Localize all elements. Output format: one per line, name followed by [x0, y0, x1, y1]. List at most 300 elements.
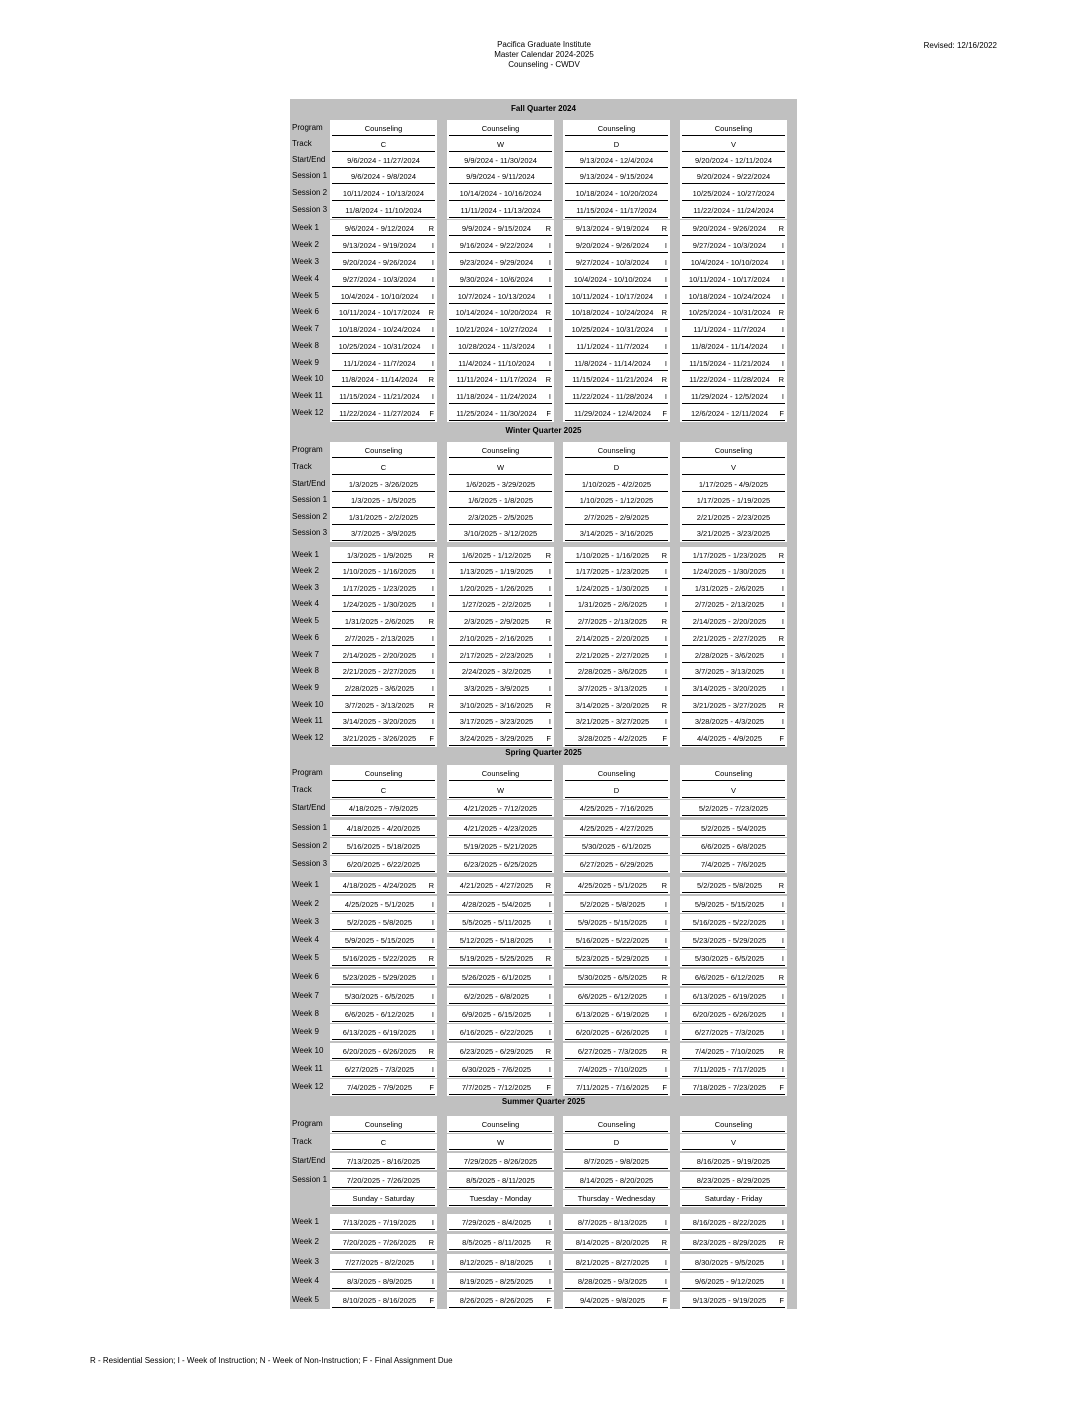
cell-value: 4/28/2025 - 5/4/2025 [461, 900, 532, 909]
week-type-code: I [664, 258, 667, 267]
calendar-cell [330, 596, 437, 613]
cell-value: D [613, 1138, 620, 1147]
week-type-code: I [664, 992, 667, 1001]
calendar-cell [447, 1006, 554, 1023]
cell-value: 6/30/2025 - 7/6/2025 [461, 1065, 532, 1074]
cell-value: 10/18/2024 - 10/24/2024 [688, 292, 771, 301]
cell-value: Counseling [364, 124, 403, 133]
calendar-cell [680, 1043, 787, 1060]
calendar-cell [563, 950, 670, 967]
week-type-code: I [431, 292, 434, 301]
week-type-code: R [778, 308, 784, 317]
calendar-cell [680, 525, 787, 542]
calendar-cell [563, 459, 670, 476]
cell-value: 9/23/2024 - 9/29/2024 [459, 258, 534, 267]
cell-value: V [730, 140, 736, 149]
week-type-code: I [548, 1277, 551, 1286]
cell-underline [449, 728, 552, 729]
cell-value: Counseling [597, 124, 636, 133]
cell-underline [332, 780, 435, 781]
week-type-code: I [431, 275, 434, 284]
cell-underline [565, 1058, 668, 1059]
cell-value: 8/7/2025 - 9/8/2025 [583, 1157, 650, 1166]
cell-value: 9/27/2024 - 10/3/2024 [575, 258, 650, 267]
cell-value: 8/28/2025 - 9/3/2025 [577, 1277, 648, 1286]
calendar-cell [563, 877, 670, 894]
calendar-cell [330, 321, 437, 338]
calendar-cell [330, 730, 437, 747]
calendar-cell [330, 1292, 437, 1309]
calendar-cell [447, 896, 554, 913]
week-type-code: F [429, 1296, 434, 1305]
cell-value: 1/20/2025 - 1/26/2025 [459, 584, 534, 593]
week-type-code: R [428, 1238, 434, 1247]
cell-underline [565, 319, 668, 320]
row-label: Track [292, 462, 312, 471]
cell-underline [449, 217, 552, 218]
cell-underline [449, 1149, 552, 1150]
cell-underline [449, 578, 552, 579]
cell-value: 5/2/2025 - 5/4/2025 [700, 824, 767, 833]
cell-value: D [613, 463, 620, 472]
cell-value: 4/18/2025 - 4/20/2025 [346, 824, 421, 833]
week-type-code: I [664, 342, 667, 351]
cell-value: 3/10/2025 - 3/12/2025 [463, 529, 538, 538]
week-type-code: I [781, 584, 784, 593]
calendar-cell [447, 914, 554, 931]
calendar-cell [330, 152, 437, 169]
cell-value: 9/20/2024 - 9/26/2024 [575, 241, 650, 250]
row-label: Week 4 [292, 1276, 319, 1285]
quarter-title: Winter Quarter 2025 [505, 426, 582, 435]
week-type-code: I [781, 667, 784, 676]
week-type-code: I [548, 1028, 551, 1037]
calendar-cell [680, 547, 787, 564]
cell-underline [682, 628, 785, 629]
cell-underline [449, 1229, 552, 1230]
cell-value: 11/8/2024 - 11/14/2024 [691, 342, 768, 351]
calendar-cell [563, 1292, 670, 1309]
row-label: Week 7 [292, 650, 319, 659]
row-label: Week 5 [292, 291, 319, 300]
cell-underline [449, 780, 552, 781]
calendar-cell [447, 950, 554, 967]
cell-underline [449, 929, 552, 930]
week-type-code: I [431, 717, 434, 726]
cell-underline [332, 200, 435, 201]
week-type-code: R [428, 954, 434, 963]
calendar-cell [680, 476, 787, 493]
cell-underline [449, 1307, 552, 1308]
calendar-cell [563, 969, 670, 986]
calendar-cell [447, 680, 554, 697]
cell-underline [682, 1039, 785, 1040]
calendar-cell [680, 680, 787, 697]
row-label: Start/End [292, 803, 326, 812]
quarter-title: Fall Quarter 2024 [511, 104, 576, 113]
week-type-code: R [428, 551, 434, 560]
calendar-cell [680, 1061, 787, 1078]
cell-value: 5/12/2025 - 5/18/2025 [459, 936, 534, 945]
week-type-code: I [664, 567, 667, 576]
cell-value: 3/21/2025 - 3/27/2025 [575, 717, 650, 726]
cell-underline [565, 871, 668, 872]
calendar-cell [330, 254, 437, 271]
cell-underline [332, 286, 435, 287]
week-type-code: I [431, 359, 434, 368]
calendar-cell [330, 1234, 437, 1251]
cell-underline [682, 1131, 785, 1132]
cell-underline [682, 474, 785, 475]
quarter-title: Spring Quarter 2025 [505, 748, 582, 757]
calendar-cell [563, 185, 670, 202]
row-label: Week 2 [292, 899, 319, 908]
week-type-code: F [429, 409, 434, 418]
cell-value: 1/6/2025 - 1/12/2025 [461, 551, 532, 560]
cell-value: Counseling [597, 446, 636, 455]
cell-underline [332, 835, 435, 836]
week-type-code: I [781, 342, 784, 351]
week-type-code: I [431, 667, 434, 676]
cell-underline [332, 1288, 435, 1289]
calendar-cell [680, 800, 787, 817]
cell-value: 4/25/2025 - 7/16/2025 [579, 804, 654, 813]
calendar-cell [563, 856, 670, 873]
week-type-code: I [664, 1028, 667, 1037]
cell-value: 8/16/2025 - 9/19/2025 [696, 1157, 771, 1166]
cell-value: 11/29/2024 - 12/5/2024 [690, 392, 768, 401]
row-label: Week 6 [292, 307, 319, 316]
cell-value: 2/10/2025 - 2/16/2025 [459, 634, 534, 643]
calendar-cell [680, 1190, 787, 1207]
week-type-code: R [545, 954, 551, 963]
cell-value: 5/30/2025 - 6/5/2025 [694, 954, 765, 963]
week-type-code: R [778, 1238, 784, 1247]
cell-underline [332, 336, 435, 337]
cell-value: 6/27/2025 - 6/29/2025 [579, 860, 654, 869]
cell-underline [332, 1149, 435, 1150]
cell-value: 9/9/2024 - 9/11/2024 [466, 172, 535, 181]
calendar-cell [330, 1006, 437, 1023]
cell-value: 5/2/2025 - 5/8/2025 [696, 881, 763, 890]
week-type-code: I [548, 342, 551, 351]
cell-value: 5/30/2025 - 6/5/2025 [577, 973, 648, 982]
cell-underline [449, 1269, 552, 1270]
cell-value: 6/23/2025 - 6/29/2025 [459, 1047, 534, 1056]
cell-value: 8/19/2025 - 8/25/2025 [459, 1277, 534, 1286]
calendar-cell [680, 563, 787, 580]
calendar-cell [680, 271, 787, 288]
cell-value: 11/8/2024 - 11/14/2024 [574, 359, 651, 368]
calendar-cell [447, 580, 554, 597]
calendar-cell [447, 1254, 554, 1271]
cell-value: 6/20/2025 - 6/26/2025 [342, 1047, 417, 1056]
cell-value: 5/23/2025 - 5/29/2025 [575, 954, 650, 963]
calendar-cell [330, 509, 437, 526]
cell-value: 3/28/2025 - 4/3/2025 [694, 717, 765, 726]
calendar-cell [447, 355, 554, 372]
calendar-cell [447, 492, 554, 509]
cell-underline [682, 965, 785, 966]
row-label: Start/End [292, 479, 326, 488]
calendar-cell [563, 1214, 670, 1231]
week-type-code: I [548, 1258, 551, 1267]
cell-value: 10/25/2024 - 10/31/2024 [688, 308, 771, 317]
calendar-cell [447, 459, 554, 476]
cell-value: C [380, 140, 387, 149]
cell-value: 9/13/2024 - 9/19/2024 [342, 241, 417, 250]
week-type-code: I [781, 617, 784, 626]
calendar-cell [447, 1172, 554, 1189]
cell-value: 8/21/2025 - 8/27/2025 [575, 1258, 650, 1267]
cell-value: 2/28/2025 - 3/6/2025 [694, 651, 765, 660]
cell-underline [565, 200, 668, 201]
cell-value: 9/27/2024 - 10/3/2024 [342, 275, 417, 284]
cell-underline [682, 797, 785, 798]
week-type-code: I [664, 900, 667, 909]
cell-underline [565, 1149, 668, 1150]
week-type-code: I [781, 1277, 784, 1286]
row-label: Session 1 [292, 1175, 328, 1184]
calendar-cell [563, 254, 670, 271]
cell-value: 10/21/2024 - 10/27/2024 [455, 325, 538, 334]
cell-underline [565, 1205, 668, 1206]
cell-underline [682, 728, 785, 729]
cell-underline [449, 1187, 552, 1188]
calendar-cell [330, 525, 437, 542]
cell-value: D [613, 786, 620, 795]
cell-value: 6/20/2025 - 6/26/2025 [692, 1010, 767, 1019]
calendar-cell [680, 613, 787, 630]
calendar-cell [680, 509, 787, 526]
cell-value: 10/11/2024 - 10/17/2024 [688, 275, 771, 284]
row-label: Week 11 [292, 391, 323, 400]
cell-underline [565, 1249, 668, 1250]
cell-underline [449, 403, 552, 404]
cell-value: Counseling [597, 769, 636, 778]
cell-underline [682, 1149, 785, 1150]
cell-value: 5/9/2025 - 5/15/2025 [344, 936, 415, 945]
cell-underline [332, 853, 435, 854]
row-label: Week 10 [292, 700, 324, 709]
cell-value: 6/6/2025 - 6/12/2025 [694, 973, 765, 982]
calendar-cell [447, 1234, 554, 1251]
row-label: Week 10 [292, 1046, 324, 1055]
cell-underline [565, 540, 668, 541]
calendar-cell [680, 202, 787, 219]
week-type-code: R [778, 375, 784, 384]
cell-value: 8/14/2025 - 8/20/2025 [575, 1238, 650, 1247]
cell-underline [565, 695, 668, 696]
cell-underline [449, 235, 552, 236]
calendar-cell [447, 405, 554, 422]
row-label: Week 6 [292, 972, 319, 981]
cell-underline [332, 745, 435, 746]
cell-value: Counseling [481, 446, 520, 455]
cell-value: 8/16/2025 - 8/22/2025 [692, 1218, 767, 1227]
cell-underline [449, 1058, 552, 1059]
cell-underline [332, 1269, 435, 1270]
calendar-cell [330, 136, 437, 153]
calendar-cell [563, 1172, 670, 1189]
cell-value: Counseling [481, 124, 520, 133]
cell-value: 10/7/2024 - 10/13/2024 [457, 292, 536, 301]
calendar-cell [680, 697, 787, 714]
cell-value: 5/30/2025 - 6/1/2025 [581, 842, 652, 851]
week-type-code: R [661, 1238, 667, 1247]
week-type-code: I [781, 1065, 784, 1074]
cell-underline [449, 835, 552, 836]
cell-value: 2/17/2025 - 2/23/2025 [459, 651, 534, 660]
cell-value: 10/11/2024 - 10/13/2024 [342, 189, 425, 198]
cell-value: 2/24/2025 - 3/2/2025 [461, 667, 532, 676]
calendar-cell [330, 663, 437, 680]
calendar-cell [680, 1079, 787, 1096]
cell-underline [565, 235, 668, 236]
cell-value: 11/8/2024 - 11/14/2024 [341, 375, 418, 384]
cell-underline [332, 457, 435, 458]
calendar-cell [330, 492, 437, 509]
cell-value: V [730, 786, 736, 795]
cell-value: Counseling [364, 769, 403, 778]
cell-value: 2/21/2025 - 2/27/2025 [692, 634, 767, 643]
cell-underline [332, 611, 435, 612]
cell-underline [565, 611, 668, 612]
cell-underline [682, 507, 785, 508]
cell-value: W [496, 140, 505, 149]
cell-underline [565, 645, 668, 646]
week-type-code: I [664, 275, 667, 284]
cell-underline [682, 929, 785, 930]
week-type-code: I [781, 954, 784, 963]
cell-value: 11/1/2024 - 11/7/2024 [693, 325, 766, 334]
cell-value: C [380, 463, 387, 472]
week-type-code: I [431, 900, 434, 909]
calendar-cell [330, 442, 437, 459]
cell-underline [332, 929, 435, 930]
cell-value: 2/14/2025 - 2/20/2025 [342, 651, 417, 660]
cell-value: 8/26/2025 - 8/26/2025 [459, 1296, 534, 1305]
cell-underline [682, 235, 785, 236]
calendar-cell [447, 237, 554, 254]
week-type-code: I [548, 918, 551, 927]
cell-underline [332, 235, 435, 236]
cell-value: 6/9/2025 - 6/15/2025 [461, 1010, 532, 1019]
row-label: Week 11 [292, 1064, 323, 1073]
row-label: Week 4 [292, 274, 319, 283]
week-type-code: I [664, 1010, 667, 1019]
calendar-cell [447, 388, 554, 405]
row-label: Week 1 [292, 880, 319, 889]
cell-underline [682, 695, 785, 696]
cell-value: 1/17/2025 - 1/19/2025 [696, 496, 771, 505]
calendar-cell [680, 120, 787, 137]
calendar-cell [330, 838, 437, 855]
week-type-code: I [548, 1218, 551, 1227]
cell-underline [449, 911, 552, 912]
week-type-code: F [779, 409, 784, 418]
cell-value: 10/4/2024 - 10/10/2024 [340, 292, 419, 301]
cell-value: 10/4/2024 - 10/10/2024 [573, 275, 652, 284]
row-label: Week 4 [292, 599, 319, 608]
week-type-code: I [431, 342, 434, 351]
calendar-cell [330, 168, 437, 185]
cell-underline [449, 628, 552, 629]
cell-value: 1/24/2025 - 1/30/2025 [575, 584, 650, 593]
cell-underline [332, 319, 435, 320]
cell-value: 11/11/2024 - 11/17/2024 [456, 375, 537, 384]
calendar-cell [680, 782, 787, 799]
week-type-code: I [548, 600, 551, 609]
week-type-code: I [548, 275, 551, 284]
cell-value: 8/12/2025 - 8/18/2025 [459, 1258, 534, 1267]
calendar-cell [563, 304, 670, 321]
cell-underline [449, 474, 552, 475]
calendar-cell [447, 647, 554, 664]
week-type-code: I [781, 900, 784, 909]
cell-underline [565, 353, 668, 354]
calendar-cell [563, 1190, 670, 1207]
calendar-cell [563, 405, 670, 422]
week-type-code: R [778, 973, 784, 982]
calendar-cell [680, 647, 787, 664]
calendar-cell [563, 563, 670, 580]
cell-underline [565, 1003, 668, 1004]
cell-underline [449, 1205, 552, 1206]
calendar-cell [680, 630, 787, 647]
calendar-cell [447, 288, 554, 305]
calendar-cell [330, 1214, 437, 1231]
calendar-cell [680, 1254, 787, 1271]
calendar-cell [447, 525, 554, 542]
cell-value: 3/14/2025 - 3/20/2025 [575, 701, 650, 710]
cell-value: 2/28/2025 - 3/6/2025 [344, 684, 415, 693]
cell-underline [332, 540, 435, 541]
cell-value: Counseling [364, 446, 403, 455]
cell-underline [682, 200, 785, 201]
cell-value: 2/21/2025 - 2/27/2025 [575, 651, 650, 660]
week-type-code: I [431, 600, 434, 609]
cell-value: 5/2/2025 - 5/8/2025 [346, 918, 413, 927]
cell-value: 10/11/2024 - 10/17/2024 [338, 308, 421, 317]
cell-underline [449, 183, 552, 184]
cell-underline [565, 1288, 668, 1289]
calendar-cell [680, 838, 787, 855]
week-type-code: R [778, 551, 784, 560]
cell-underline [682, 420, 785, 421]
cell-value: Counseling [364, 1120, 403, 1129]
cell-value: 11/8/2024 - 11/10/2024 [345, 206, 422, 215]
calendar-cell [330, 1273, 437, 1290]
calendar-cell [680, 1024, 787, 1041]
cell-value: 8/10/2025 - 8/16/2025 [342, 1296, 417, 1305]
calendar-cell [447, 304, 554, 321]
row-label: Program [292, 1119, 323, 1128]
cell-value: 9/6/2024 - 9/12/2024 [344, 224, 415, 233]
calendar-cell [680, 459, 787, 476]
cell-value: 7/13/2025 - 7/19/2025 [342, 1218, 417, 1227]
row-label: Week 1 [292, 223, 319, 232]
cell-value: Saturday - Friday [704, 1194, 763, 1203]
cell-value: 2/3/2025 - 2/5/2025 [467, 513, 534, 522]
calendar-cell [330, 120, 437, 137]
calendar-cell [447, 838, 554, 855]
week-type-code: I [548, 973, 551, 982]
row-label: Week 2 [292, 240, 319, 249]
cell-underline [449, 892, 552, 893]
calendar-cell [680, 168, 787, 185]
cell-underline [565, 780, 668, 781]
